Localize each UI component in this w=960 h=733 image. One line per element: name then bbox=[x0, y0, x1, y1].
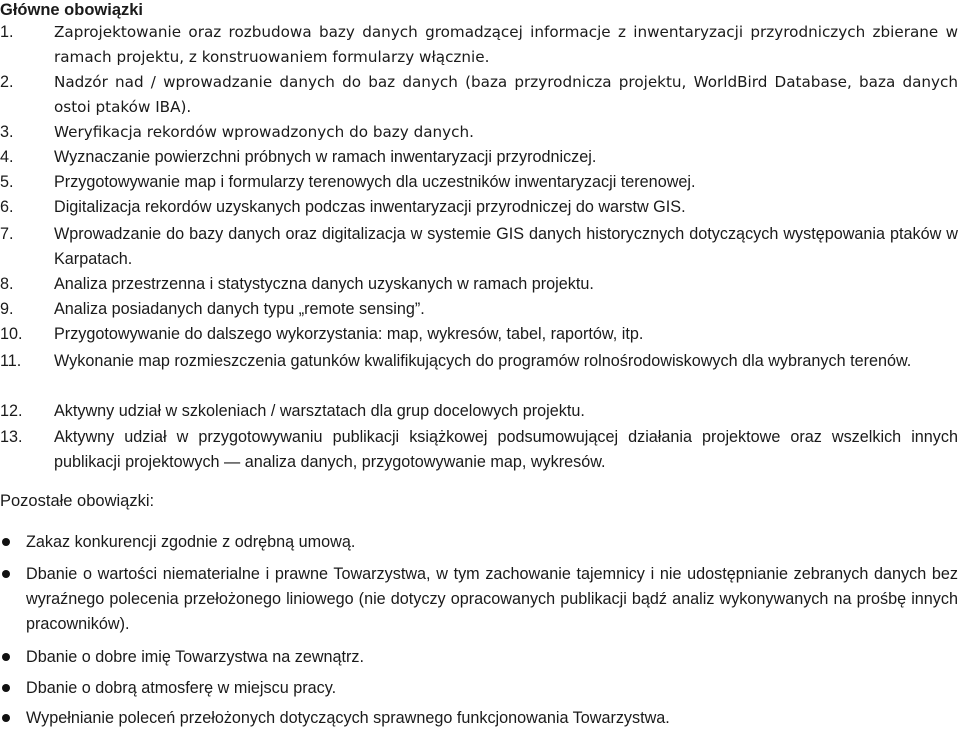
duty-text: Aktywny udział w szkoleniach / warsztatach dla grup docelowych projektu. bbox=[54, 402, 585, 420]
duty-text: Nadzór nad / wprowadzanie danych do baz danych (baza przyrodnicza projektu, WorldBird Database, baza danych ostoi ptaków IBA). bbox=[54, 73, 958, 116]
duty-text: Analiza posiadanych danych typu „remote sensing”. bbox=[54, 300, 425, 318]
duty-text: Wprowadzanie do bazy danych oraz digitalizacja w systemie GIS danych historycznych dotyczących występowania ptaków w Karpatach. bbox=[54, 225, 958, 268]
other-duties-heading: Pozostałe obowiązki: bbox=[0, 492, 155, 510]
duty-number: 9. bbox=[0, 300, 14, 318]
bullet-icon bbox=[2, 570, 10, 578]
duty-text: Aktywny udział w przygotowywaniu publikacji książkowej podsumowującej działania projektowe oraz wszelkich innych publikacji projektowych — analiza danych, przygotowywanie map, wykresów. bbox=[54, 428, 958, 471]
duty-item-11 bbox=[0, 349, 958, 399]
duty-item-1 bbox=[0, 20, 958, 70]
duty-text: Wykonanie map rozmieszczenia gatunków kwalifikujących do programów rolnośrodowiskowych dla wybranych terenów. bbox=[54, 352, 912, 370]
duty-text: Zaprojektowanie oraz rozbudowa bazy danych gromadzącej informacje z inwentaryzacji przyrodniczych zbierane w ramach projektu, z konstruowaniem formularzy włącznie. bbox=[54, 23, 958, 66]
main-duties-heading: Główne obowiązki bbox=[0, 1, 144, 19]
other-duty-item-2 bbox=[0, 562, 958, 637]
other-duty-text: Zakaz konkurencji zgodnie z odrębną umową. bbox=[26, 533, 356, 551]
other-duty-text: Dbanie o wartości niematerialne i prawne Towarzystwa, w tym zachowanie tajemnicy i nie udostępnianie zebranych danych bez wyraźnego polecenia przełożonego liniowego (nie dotyczy opracowanych publikacji bądź analiz wykonywanych na prośbę innych pracowników). bbox=[26, 565, 958, 633]
other-duty-text: Dbanie o dobrą atmosferę w miejscu pracy. bbox=[26, 679, 337, 697]
bullet-icon bbox=[2, 538, 10, 546]
duty-number: 8. bbox=[0, 275, 14, 293]
duty-number: 13. bbox=[0, 428, 23, 446]
bullet-icon bbox=[2, 684, 10, 692]
duty-number: 5. bbox=[0, 173, 14, 191]
other-duty-text: Wypełnianie poleceń przełożonych dotyczących sprawnego funkcjonowania Towarzystwa. bbox=[26, 709, 670, 727]
duty-number: 3. bbox=[0, 123, 14, 141]
duty-number: 7. bbox=[0, 225, 14, 243]
duty-text: Analiza przestrzenna i statystyczna danych uzyskanych w ramach projektu. bbox=[54, 275, 594, 293]
duty-item-7 bbox=[0, 222, 958, 272]
duty-item-2 bbox=[0, 70, 958, 120]
duty-number: 2. bbox=[0, 73, 14, 91]
duty-number: 6. bbox=[0, 198, 14, 216]
duty-text: Przygotowywanie map i formularzy terenowych dla uczestników inwentaryzacji terenowej. bbox=[54, 173, 696, 191]
duty-text: Digitalizacja rekordów uzyskanych podczas inwentaryzacji przyrodniczej do warstw GIS. bbox=[54, 198, 686, 216]
duty-number: 1. bbox=[0, 23, 14, 41]
duty-number: 10. bbox=[0, 325, 23, 343]
bullet-icon bbox=[2, 714, 10, 722]
duty-number: 11. bbox=[0, 352, 22, 370]
bullet-icon bbox=[2, 653, 10, 661]
duty-text: Weryfikacja rekordów wprowadzonych do bazy danych. bbox=[54, 123, 474, 141]
duty-number: 4. bbox=[0, 148, 14, 166]
duty-item-13 bbox=[0, 425, 958, 475]
duty-number: 12. bbox=[0, 402, 23, 420]
other-duty-text: Dbanie o dobre imię Towarzystwa na zewnątrz. bbox=[26, 648, 364, 666]
duty-text: Przygotowywanie do dalszego wykorzystania: map, wykresów, tabel, raportów, itp. bbox=[54, 325, 644, 343]
duty-text: Wyznaczanie powierzchni próbnych w ramach inwentaryzacji przyrodniczej. bbox=[54, 148, 597, 166]
